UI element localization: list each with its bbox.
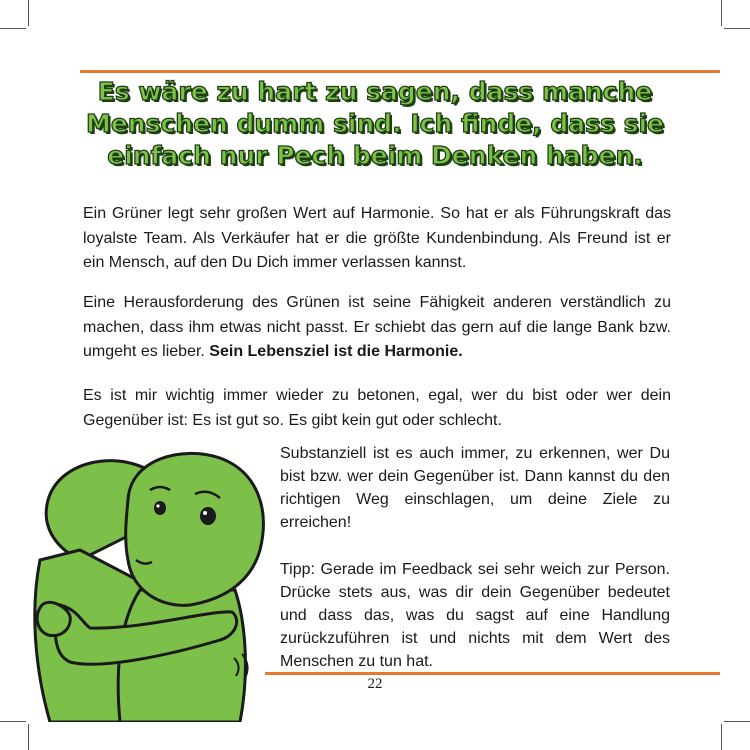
headline-line-1: Es wäre zu hart zu sagen, dass manche (97, 77, 653, 106)
paragraph-tip: Tipp: Gerade im Feedback sei sehr weich zur Person. Drücke stets aus, was dir dein Gegenüber bedeutet und dass das, was du sagst auf eine Handlung zurückzuführen ist und nichts mit dem Wert des Menschen zu tun hat. (280, 561, 670, 670)
crop-mark-top-left-v (28, 0, 29, 26)
header-rule (80, 70, 720, 73)
paragraph-harmony: Ein Grüner legt sehr großen Wert auf Harmonie. So hat er als Führungskraft das loyalste Team. Als Verkäufer hat er die größte Kundenbindung. Als Freund ist er ein Mensch, auf den Du Dich immer verlassen kannst. (83, 205, 671, 271)
paragraph-challenge (83, 291, 671, 365)
crop-mark-bottom-left-v (28, 724, 29, 750)
headline-quote (70, 76, 680, 172)
paragraph-challenge-text: Eine Herausforderung des Grünen ist seine Fähigkeit anderen verständlich zu machen, dass ihm etwas nicht passt. Er schiebt das gern auf die lange Bank bzw. umgeht es lieber. (83, 294, 671, 360)
crop-mark-top-right-v (721, 0, 722, 26)
crop-mark-bottom-right-v (721, 724, 722, 750)
paragraph-challenge-bold: Sein Lebensziel ist die Harmonie. (209, 343, 463, 360)
crop-mark-top-right-h (724, 28, 750, 29)
right-eye (200, 507, 216, 525)
left-eye (154, 501, 166, 515)
paragraph-recognize: Substanziell ist es auch immer, zu erkennen, wer Du bist bzw. wer dein Gegenüber ist. Dann kannst du den richtigen Weg einschlagen, um deine Ziele zu erreichen! (280, 445, 670, 531)
paragraph-acceptance: Es ist mir wichtig immer wieder zu betonen, egal, wer du bist oder wer dein Gegenüber ist: Es ist gut so. Es gibt kein gut oder schlecht. (83, 387, 671, 429)
front-figure-head (126, 453, 264, 605)
headline-line-3: einfach nur Pech beim Denken haben. (107, 141, 643, 170)
crop-mark-top-left-h (0, 28, 26, 29)
page-number: 22 (367, 676, 383, 692)
headline-line-2: Menschen dumm sind. Ich finde, dass sie (85, 109, 665, 138)
front-hand (37, 602, 70, 635)
footer-rule (265, 672, 720, 675)
crop-mark-bottom-right-h (724, 721, 750, 722)
